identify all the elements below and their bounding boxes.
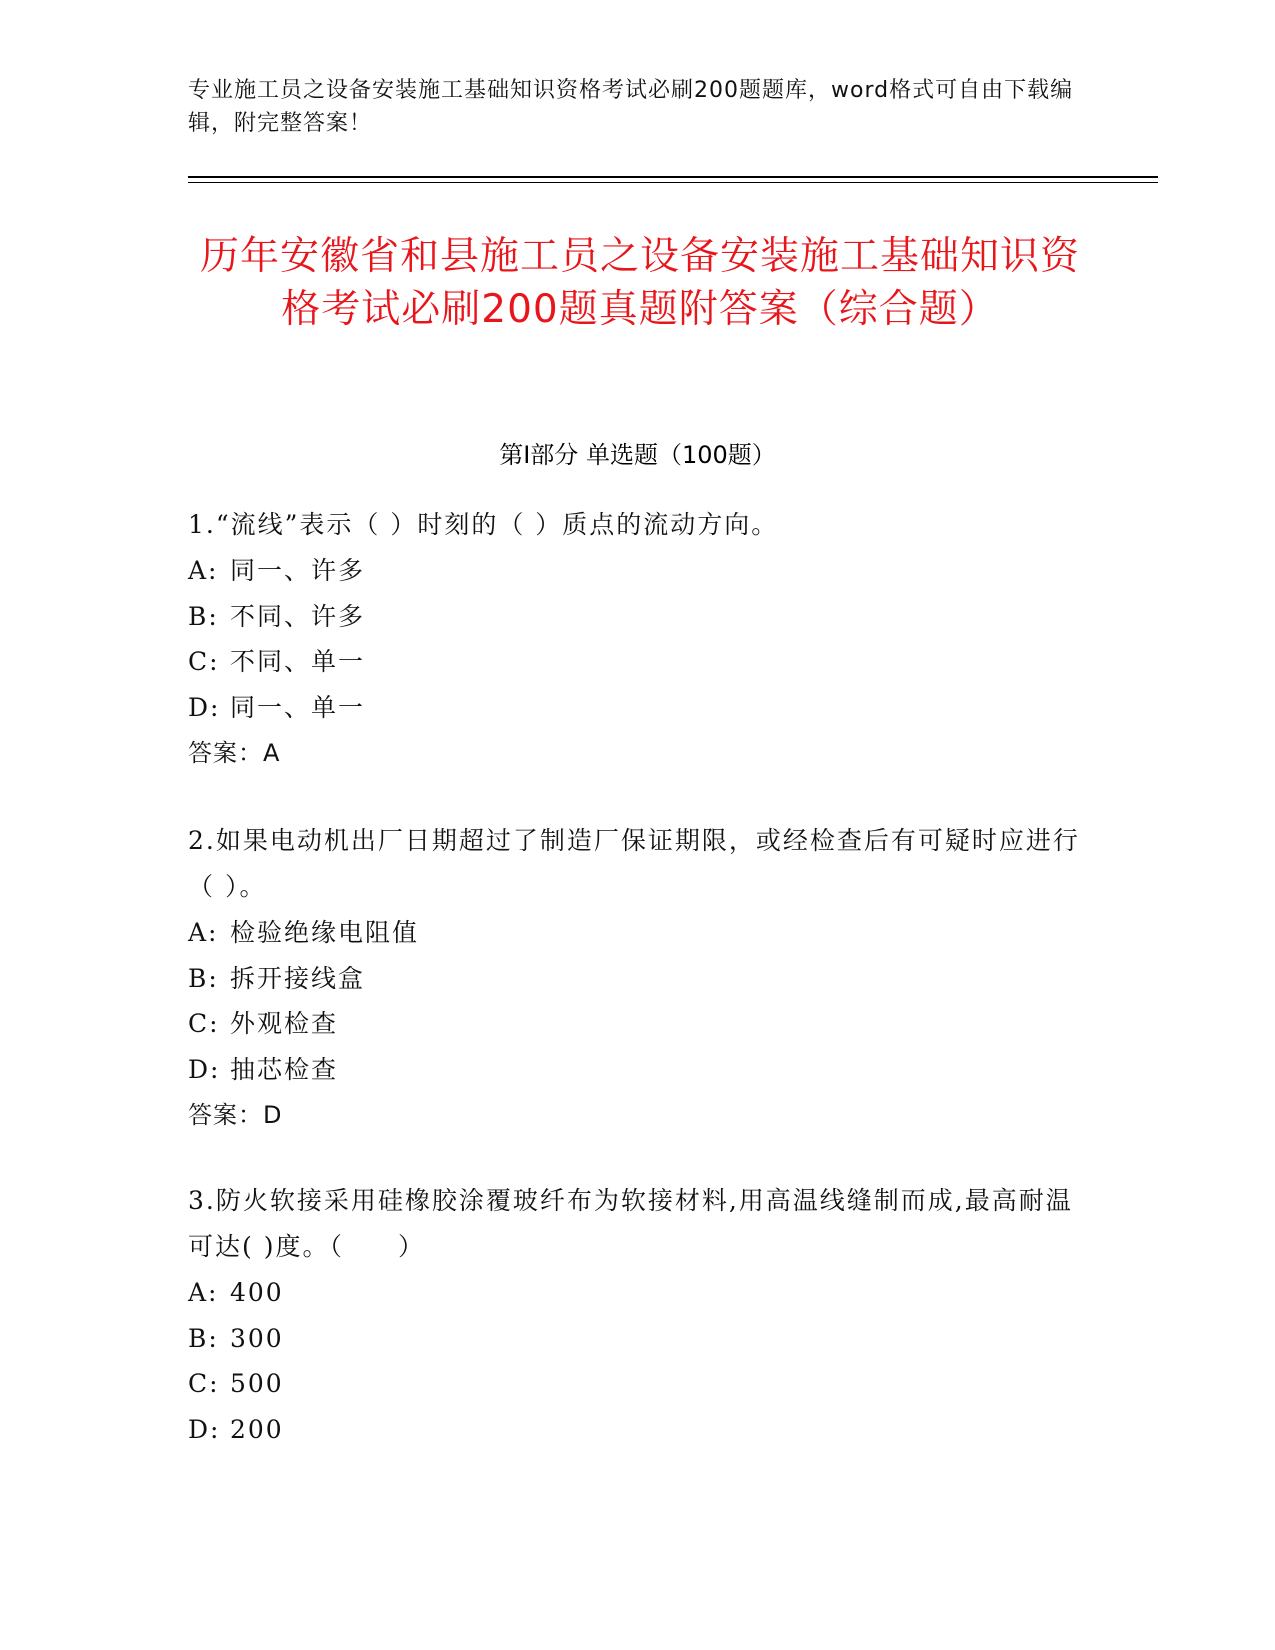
option-text: 检验绝缘电阻值 — [230, 918, 420, 947]
option-text: 300 — [230, 1323, 284, 1353]
option-text: 不同、许多 — [230, 601, 366, 631]
option-letter: D: — [188, 1054, 221, 1084]
option-letter: B: — [188, 963, 219, 993]
option-a — [188, 548, 1088, 594]
question-stem: 1.“流线”表示（ ）时刻的（ ）质点的流动方向。 — [188, 510, 779, 539]
option-text: 抽芯检查 — [230, 1054, 339, 1084]
option-c — [188, 1361, 1088, 1407]
option-c — [188, 1001, 1088, 1047]
question-1 — [188, 502, 1088, 776]
option-text: 拆开接线盒 — [230, 963, 366, 993]
option-letter: A: — [188, 918, 219, 947]
option-d — [188, 1407, 1088, 1453]
option-letter: C: — [188, 647, 220, 676]
option-letter: D: — [188, 692, 221, 722]
option-letter: C: — [188, 1369, 220, 1398]
option-letter: D: — [188, 1414, 221, 1444]
option-letter: C: — [188, 1009, 220, 1038]
option-text: 400 — [230, 1278, 284, 1307]
header-divider-thin — [188, 182, 1158, 183]
option-text: 200 — [230, 1414, 284, 1444]
question-2 — [188, 818, 1088, 1138]
option-c — [188, 639, 1088, 685]
option-a — [188, 910, 1088, 956]
option-letter: B: — [188, 1323, 219, 1353]
option-text: 不同、单一 — [230, 647, 366, 676]
option-text: 同一、许多 — [230, 556, 366, 585]
option-d — [188, 1047, 1088, 1093]
option-b — [188, 1316, 1088, 1362]
option-text: 500 — [230, 1369, 284, 1398]
option-b — [188, 594, 1088, 640]
question-stem: 2.如果电动机出厂日期超过了制造厂保证期限，或经检查后有可疑时应进行（ ）。 — [188, 826, 1080, 901]
option-text: 外观检查 — [230, 1009, 339, 1038]
option-letter: B: — [188, 601, 219, 631]
answer: 答案：A — [188, 739, 281, 767]
section-heading: 第Ⅰ部分 单选题（100题） — [499, 441, 776, 469]
option-d — [188, 685, 1088, 731]
answer: 答案：D — [188, 1101, 283, 1129]
question-3 — [188, 1178, 1088, 1452]
question-stem: 3.防火软接采用硅橡胶涂覆玻纤布为软接材料,用高温线缝制而成,最高耐温可达( )度。（ ） — [188, 1186, 1073, 1261]
option-b — [188, 956, 1088, 1002]
option-letter: A: — [188, 1278, 219, 1307]
option-letter: A: — [188, 556, 219, 585]
header-divider-thick — [188, 176, 1158, 178]
option-text: 同一、单一 — [230, 692, 366, 722]
option-a — [188, 1270, 1088, 1316]
document-title: 历年安徽省和县施工员之设备安装施工基础知识资格考试必刷200题真题附答案（综合题） — [199, 234, 1080, 332]
header-note: 专业施工员之设备安装施工基础知识资格考试必刷200题题库，word格式可自由下载编辑，附完整答案！ — [188, 78, 1074, 136]
